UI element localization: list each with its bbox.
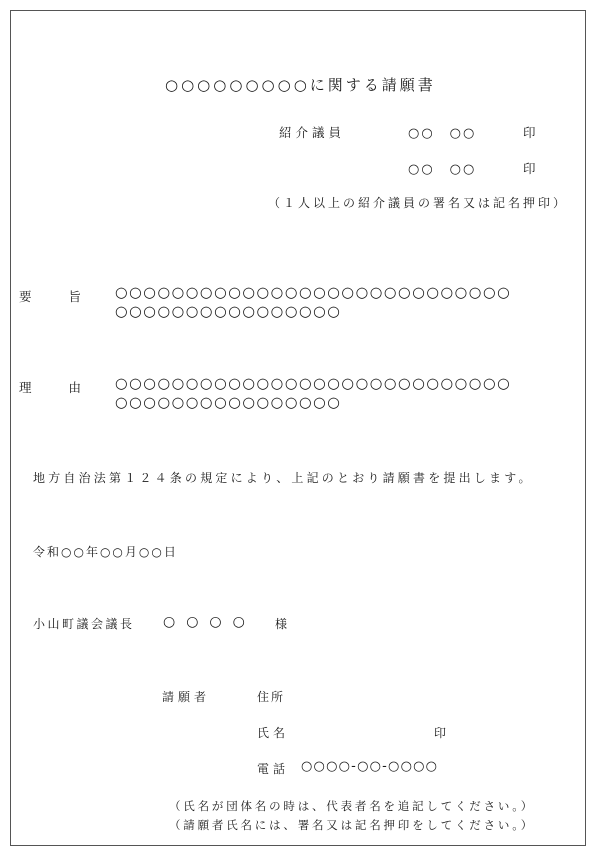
introducer-name-2: ○○ ○○ (408, 162, 477, 177)
petitioner-label: 請願者 (162, 690, 211, 704)
document-title: ○○○○○○○○○に関する請願書 (165, 76, 436, 94)
reason-line-2: ○○○○○○○○○○○○○○○○ (115, 395, 342, 411)
petitioner-address-label: 住所 (257, 690, 286, 704)
addressee-label: 小山町議会議長 (33, 617, 135, 631)
summary-line-1: ○○○○○○○○○○○○○○○○○○○○○○○○○○○○ (115, 285, 512, 301)
summary-line-2: ○○○○○○○○○○○○○○○○ (115, 304, 342, 320)
footnote-1: （氏名が団体名の時は、代表者名を追記してください。） (169, 799, 536, 813)
reason-line-1: ○○○○○○○○○○○○○○○○○○○○○○○○○○○○ (115, 376, 512, 392)
petitioner-phone-label: 電話 (257, 762, 290, 776)
summary-label: 要 旨 (19, 289, 86, 304)
petitioner-phone-value: ○○○○-○○-○○○○ (301, 759, 439, 774)
introducer-seal-2: 印 (523, 161, 540, 176)
footnote-2: （請願者氏名には、署名又は記名押印をしてください。） (169, 818, 536, 832)
document-page (10, 10, 586, 846)
petitioner-name-label: 氏名 (257, 726, 290, 740)
introducer-seal-1: 印 (523, 125, 540, 140)
statement-text: 地方自治法第１２４条の規定により、上記のとおり請願書を提出します。 (33, 471, 534, 485)
addressee-honorific: 様 (275, 617, 291, 631)
addressee-name: ○○○○ (163, 614, 256, 630)
introducer-name-1: ○○ ○○ (408, 126, 477, 141)
introducer-note: （１人以上の紹介議員の署名又は記名押印） (268, 196, 569, 210)
introducer-label: 紹介議員 (279, 125, 346, 140)
reason-label: 理 由 (19, 380, 86, 395)
submission-date: 令和○○年○○月○○日 (33, 545, 178, 559)
petitioner-seal: 印 (434, 726, 450, 740)
